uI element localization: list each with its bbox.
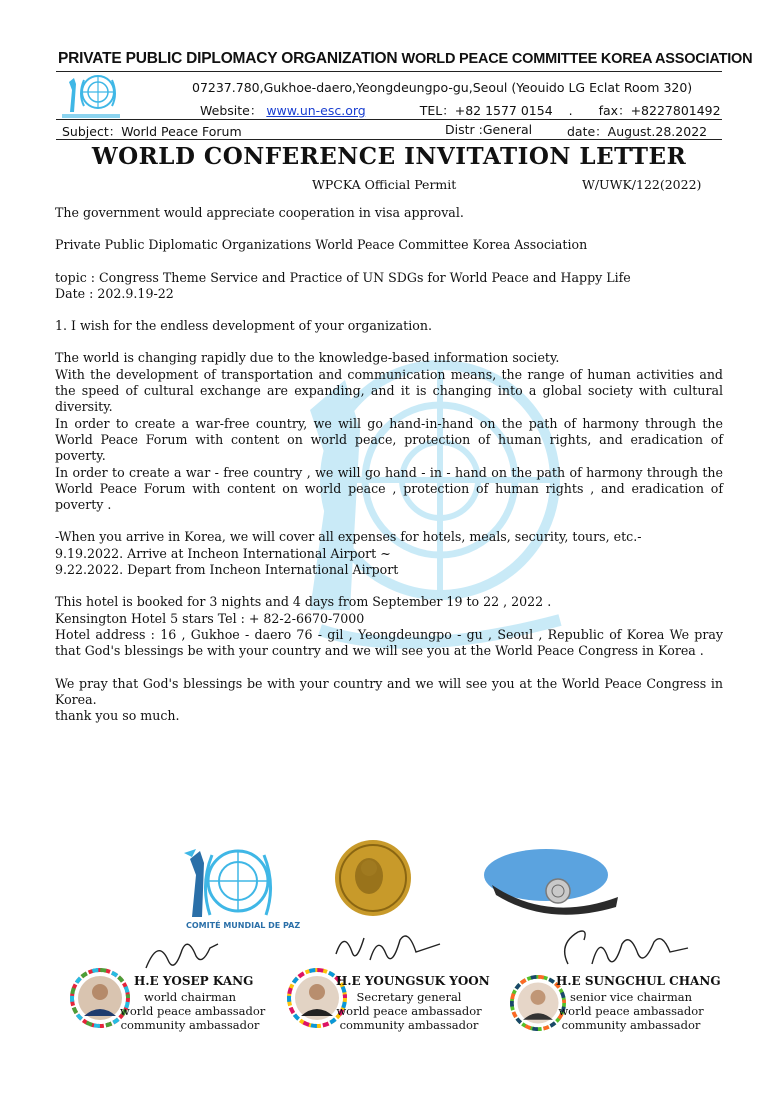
signatory-roles: Secretary general world peace ambassador community ambassador (336, 990, 482, 1032)
signature-kang-icon (138, 930, 228, 978)
header-divider (56, 71, 722, 72)
address-line: 07237.780,Gukhoe-daero,Yeongdeungpo-gu,Seoul (Yeouido LG Eclat Room 320) (192, 80, 693, 95)
date-line: date：August.28.2022 (567, 124, 708, 139)
contact-line (200, 101, 721, 119)
expenses-line: -When you arrive in Korea, we will cover all expenses for hotels, meals, security, tours, etc.- (55, 529, 642, 545)
paragraph-development: With the development of transportation and communication means, the range of human activities and the speed of cultural exchange are expanding, and it is changing into a global society with cultural diversity. (55, 366, 723, 415)
paragraph-world-changing: The world is changing rapidly due to the knowledge-based information society. (55, 350, 560, 366)
tel-number: TEL：+82 1577 0154 (419, 103, 553, 118)
hotel-booking-line: This hotel is booked for 3 nights and 4 days from September 19 to 22 , 2022 . (55, 594, 552, 610)
blue-beret-icon (478, 845, 628, 925)
greeting-line: 1. I wish for the endless development of your organization. (55, 318, 432, 334)
peace-committee-logo-icon (166, 845, 286, 925)
paragraph-war-free-1: In order to create a war-free country, we will go hand-in-hand on the path of harmony through the World Peace Forum with content on world peace, protection of human rights, and eradication of poverty. (55, 415, 723, 464)
signature-chang-icon (548, 924, 698, 978)
official-permit: WPCKA Official Permit (312, 177, 457, 192)
signatory-roles: world chairman world peace ambassador community ambassador (120, 990, 266, 1032)
meta-divider (56, 139, 722, 140)
organization-line: Private Public Diplomatic Organizations World Peace Committee Korea Association (55, 237, 588, 253)
nobel-medal-icon (333, 838, 413, 918)
signatory-roles: senior vice chairman world peace ambassador community ambassador (558, 990, 704, 1032)
distribution-line: Distr :General (445, 122, 533, 137)
logo-caption: COMITÉ MUNDIAL DE PAZ (186, 921, 301, 930)
document-code: W/UWK/122(2022) (582, 177, 702, 192)
org-name-primary: PRIVATE PUBLIC DIPLOMACY ORGANIZATION (58, 50, 398, 67)
hotel-address-line: Hotel address : 16 , Gukhoe - daero 76 - gil , Yeongdeungpo - gu , Seoul , Republic of Korea We pray that God's blessings be with your country and we will see you at the World Peace Congress in Korea . (55, 626, 723, 659)
event-date-line: Date : 202.9.19-22 (55, 285, 174, 301)
visa-request: The government would appreciate cooperation in visa approval. (55, 205, 464, 220)
departure-line: 9.22.2022. Depart from Incheon International Airport (55, 562, 399, 578)
org-name-secondary: WORLD PEACE COMMITTEE KOREA ASSOCIATION (401, 51, 753, 67)
website-label: Website： (200, 103, 263, 118)
page-title: WORLD CONFERENCE INVITATION LETTER (91, 143, 687, 170)
subject-line: Subject：World Peace Forum (62, 124, 242, 139)
letter-body (55, 205, 723, 724)
signatory-name: H.E YOSEP KANG (134, 974, 254, 988)
organization-header (58, 50, 752, 68)
signatory-name: H.E YOUNGSUK YOON (336, 974, 490, 988)
un-logo-icon (60, 72, 122, 120)
hotel-phone-line: Kensington Hotel 5 stars Tel : + 82-2-6670-7000 (55, 610, 365, 626)
signature-yoon-icon (330, 924, 450, 976)
website-link[interactable]: www.un-esc.org (266, 103, 366, 118)
separator-dot: . (568, 103, 573, 118)
closing-thanks: thank you so much. (55, 708, 180, 724)
fax-number: fax：+8227801492 (598, 103, 721, 118)
paragraph-war-free-2: In order to create a war - free country , we will go hand - in - hand on the path of harmony through the World Peace Forum with content on world peace , protection of human rights , and eradication of poverty . (55, 464, 723, 513)
topic-line: topic : Congress Theme Service and Practice of UN SDGs for World Peace and Happy Life (55, 269, 631, 285)
arrival-line: 9.19.2022. Arrive at Incheon International Airport ~ (55, 545, 391, 561)
contact-divider (56, 119, 722, 120)
signatory-name: H.E SUNGCHUL CHANG (556, 974, 721, 988)
closing-blessing: We pray that God's blessings be with your country and we will see you at the World Peace Congress in Korea. (55, 675, 723, 707)
